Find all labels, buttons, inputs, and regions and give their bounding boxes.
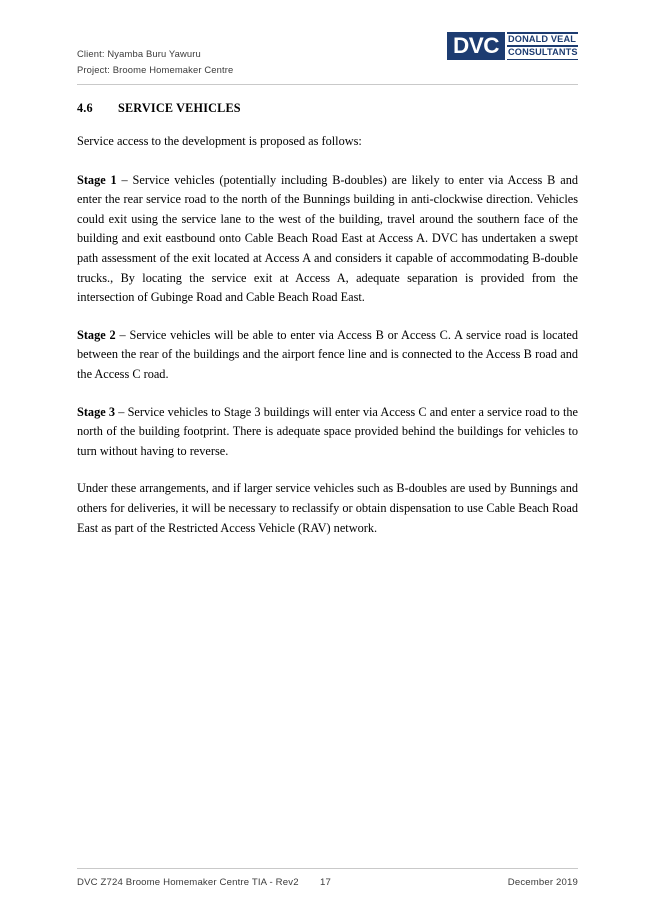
section-heading	[77, 100, 578, 116]
stage-1-text: – Service vehicles (potentially including B-doubles) are likely to enter via Access B and enter the rear service road to the north of the Bunnings building in anti-clockwise direction. Vehicles could exit using the service lane to the west of the building, travel around the southern face of the building and exit eastbound onto Cable Beach Road East at Access A. DVC has undertaken a swept path assessment of the exit located at Access A and considers it capable of accommodating B-double trucks., By locating the service exit at Access A, adequate separation is provided from the intersection of Gubinge Road and Cable Beach Road East.	[77, 172, 578, 305]
stage-3-paragraph	[77, 403, 578, 462]
footer-date: December 2019	[507, 877, 578, 888]
footer-document-ref: DVC Z724 Broome Homemaker Centre TIA - Rev2	[77, 877, 299, 888]
header-client-line: Client: Nyamba Buru Yawuru	[77, 48, 201, 59]
header-project-line: Project: Broome Homemaker Centre	[77, 63, 234, 75]
document-body	[77, 100, 578, 538]
closing-paragraph: Under these arrangements, and if larger service vehicles such as B-doubles are used by Bunnings and others for deliveries, it will be necessary to reclassify or obtain dispensation to use Cable Beach Road East as part of the Restricted Access Vehicle (RAV) network.	[77, 481, 578, 535]
footer-divider	[77, 868, 578, 869]
stage-2-text: – Service vehicles will be able to enter via Access B or Access C. A service road is located between the rear of the buildings and the airport fence line and is connected to the Access B road and the Access C road.	[77, 327, 578, 381]
intro-paragraph: Service access to the development is proposed as follows:	[77, 134, 362, 148]
footer-page-number: 17	[320, 877, 331, 888]
page-header	[77, 33, 578, 86]
stage-3-text: – Service vehicles to Stage 3 buildings will enter via Access C and enter a service road to the north of the building footprint. There is adequate space provided behind the buildings for vehicles to turn without having to reverse.	[77, 404, 579, 458]
dvc-logo	[447, 32, 578, 63]
section-title: SERVICE VEHICLES	[118, 101, 241, 115]
stage-2-label: Stage 2	[77, 327, 116, 342]
logo-wordmark-line2: CONSULTANTS	[508, 47, 578, 57]
stage-1-paragraph	[77, 171, 578, 308]
header-metadata	[77, 46, 233, 77]
stage-1-label: Stage 1	[77, 172, 117, 187]
header-divider	[77, 84, 578, 85]
stage-2-paragraph	[77, 326, 578, 385]
section-number: 4.6	[77, 101, 93, 115]
logo-wordmark	[507, 32, 578, 60]
footer-row	[77, 875, 578, 891]
stage-3-label: Stage 3	[77, 404, 116, 419]
logo-wordmark-line1: DONALD VEAL	[508, 34, 577, 44]
logo-rule-bottom	[507, 59, 578, 61]
logo-monogram: DVC	[447, 32, 505, 60]
